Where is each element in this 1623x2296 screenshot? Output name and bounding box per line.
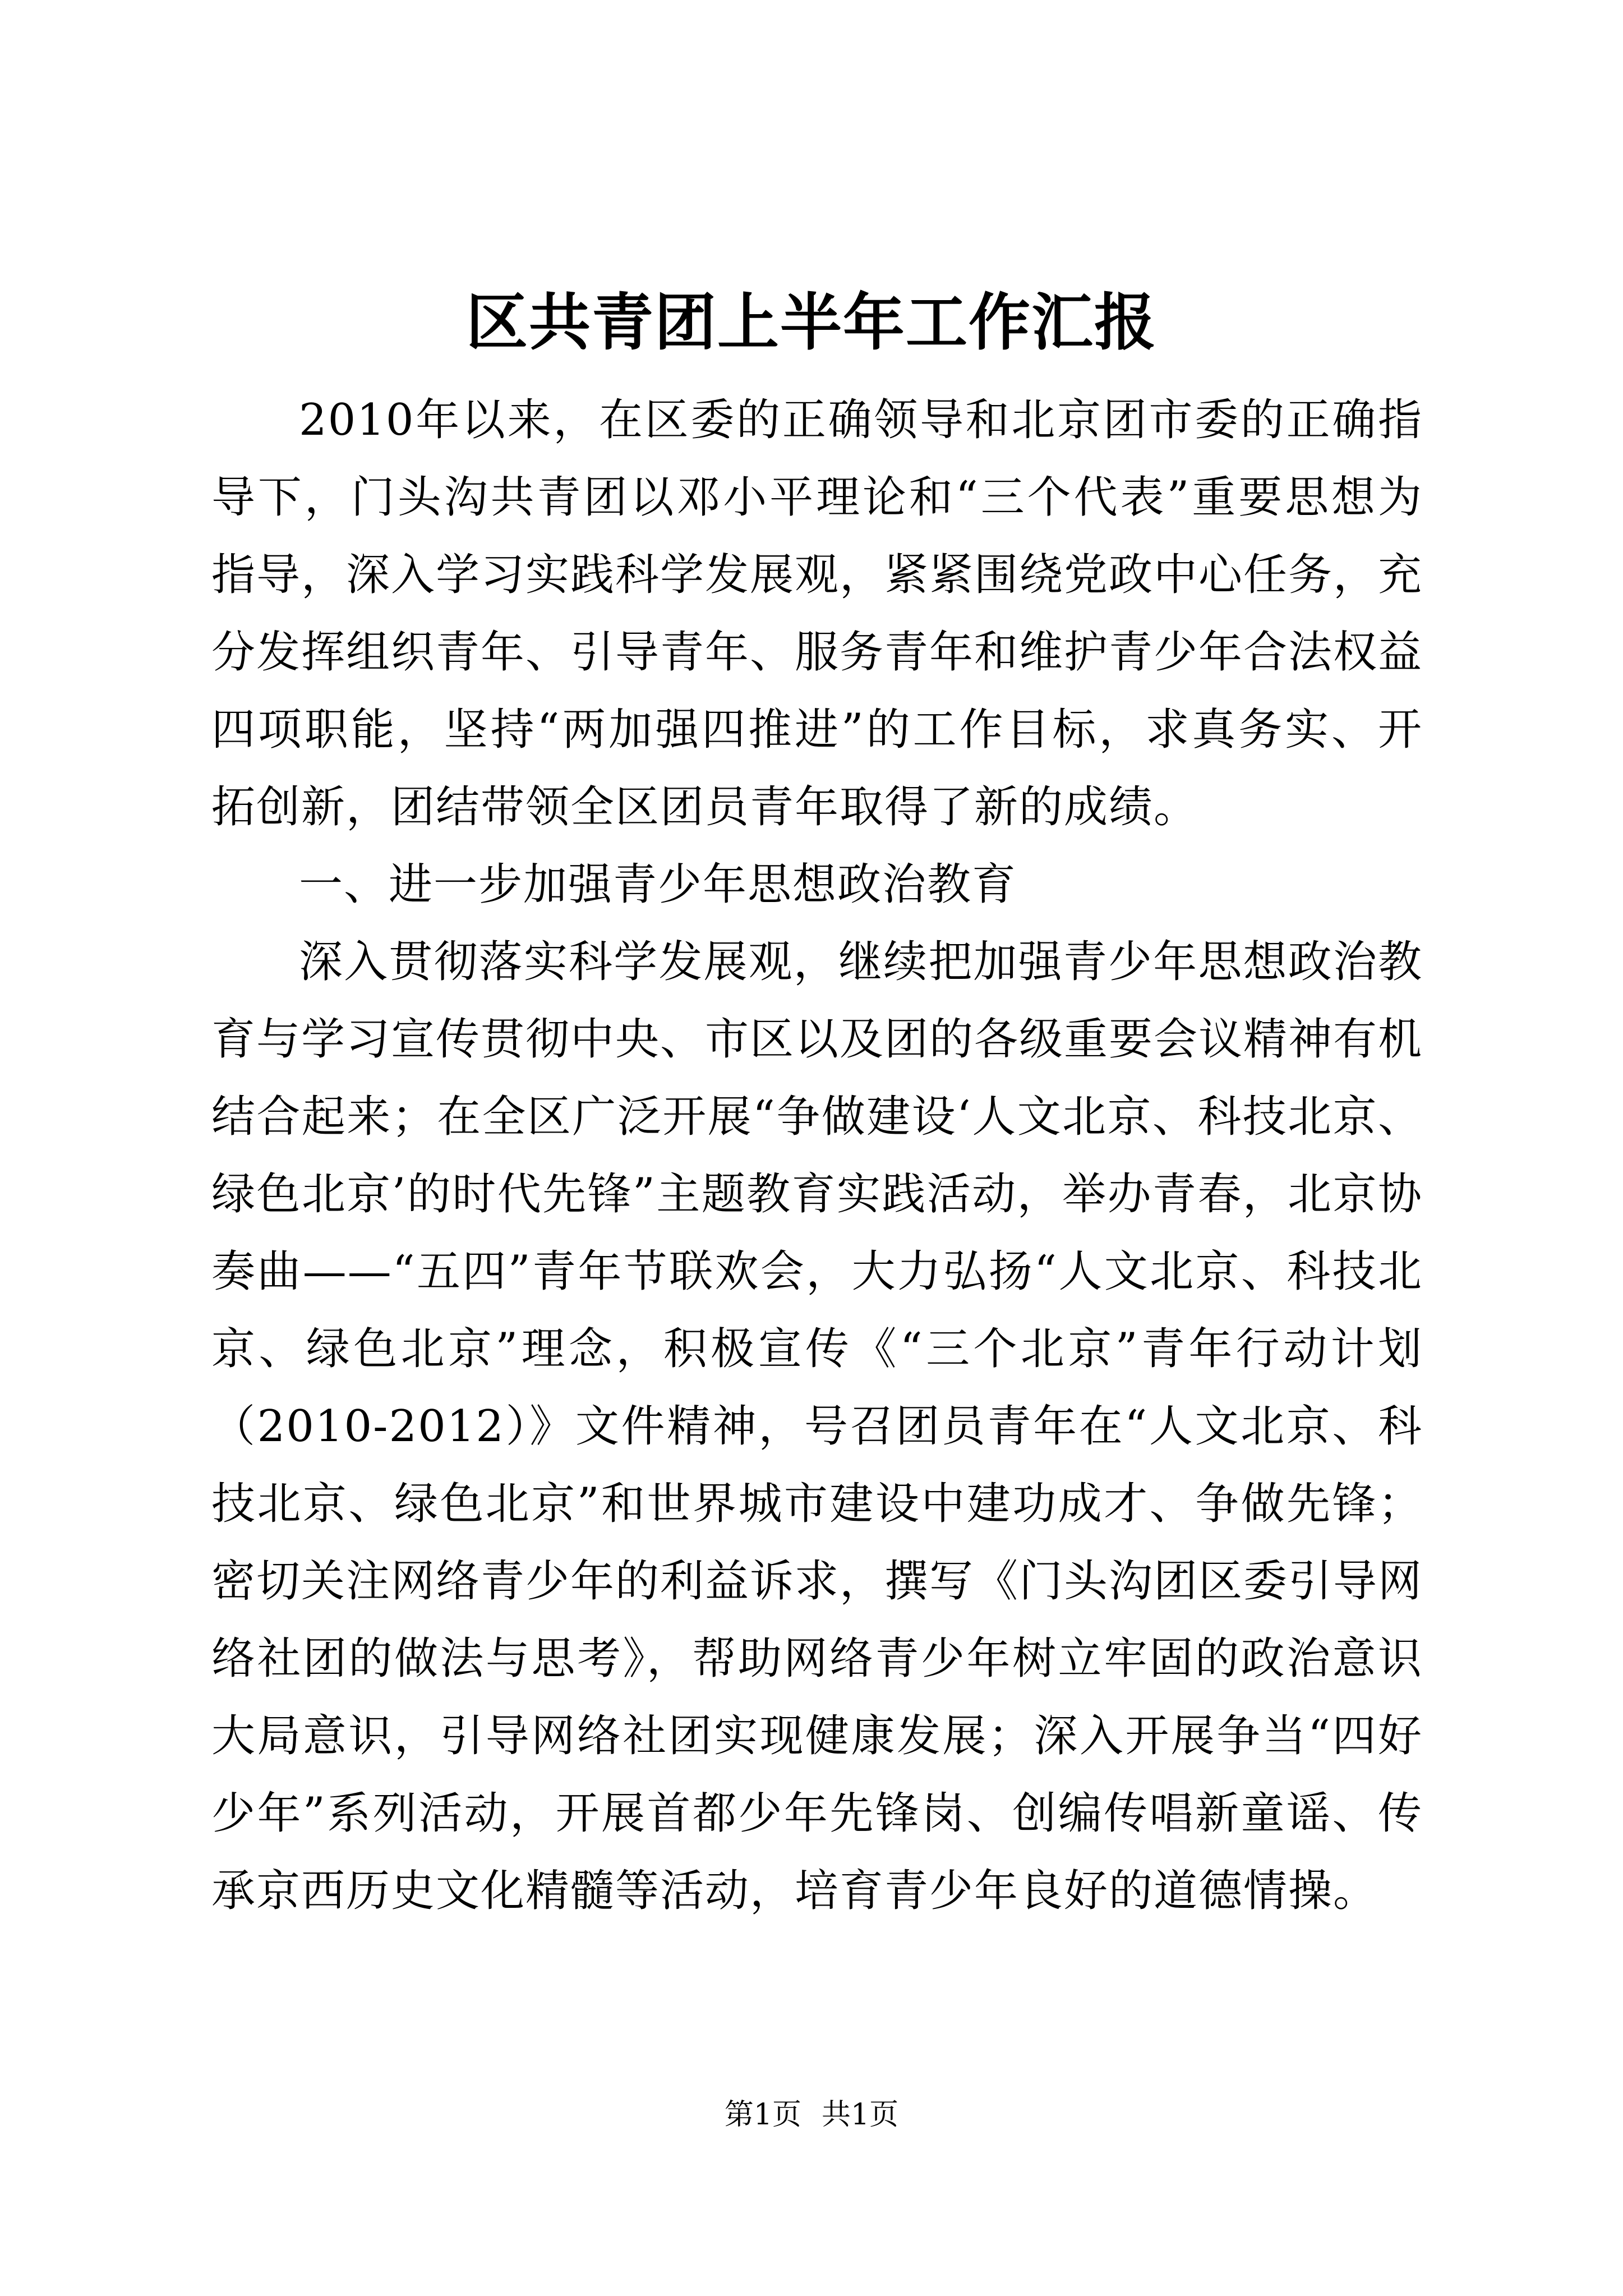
page-total: 共1页 (822, 2098, 899, 2132)
page-footer (0, 2095, 1623, 2134)
paragraph-intro: 2010年以来，在区委的正确领导和北京团市委的正确指导下，门头沟共青团以邓小平理论和“三个代表”重要思想为指导，深入学习实践科学发展观，紧紧围绕党政中心任务，充分发挥组织青年、引导青年、服务青年和维护青少年合法权益四项职能，坚持“两加强四推进”的工作目标，求真务实、开拓创新，团结带领全区团员青年取得了新的成绩。 (211, 395, 1423, 832)
paragraph-section-1: 深入贯彻落实科学发展观，继续把加强青少年思想政治教育与学习宣传贯彻中央、市区以及团的各级重要会议精神有机结合起来；在全区广泛开展“争做建设‘人文北京、科技北京、绿色北京’的时代先锋”主题教育实践活动，举办青春，北京协奏曲——“五四”青年节联欢会，大力弘扬“人文北京、科技北京、绿色北京”理念，积极宣传《“三个北京”青年行动计划（2010-2012）》文件精神，号召团员青年在“人文北京、科技北京、绿色北京”和世界城市建设中建功成才、争做先锋；密切关注网络青少年的利益诉求，撰写《门头沟团区委引导网络社团的做法与思考》，帮助网络青少年树立牢固的政治意识大局意识，引导网络社团实现健康发展；深入开展争当“四好少年”系列活动，开展首都少年先锋岗、创编传唱新童谣、传承京西历史文化精髓等活动，培育青少年良好的道德情操。 (211, 937, 1423, 1916)
section-heading-1: 一、进一步加强青少年思想政治教育 (299, 859, 1017, 910)
document-body (211, 381, 1423, 1930)
document-title: 区共青团上半年工作汇报 (466, 286, 1157, 358)
page-number: 第1页 (724, 2098, 801, 2132)
